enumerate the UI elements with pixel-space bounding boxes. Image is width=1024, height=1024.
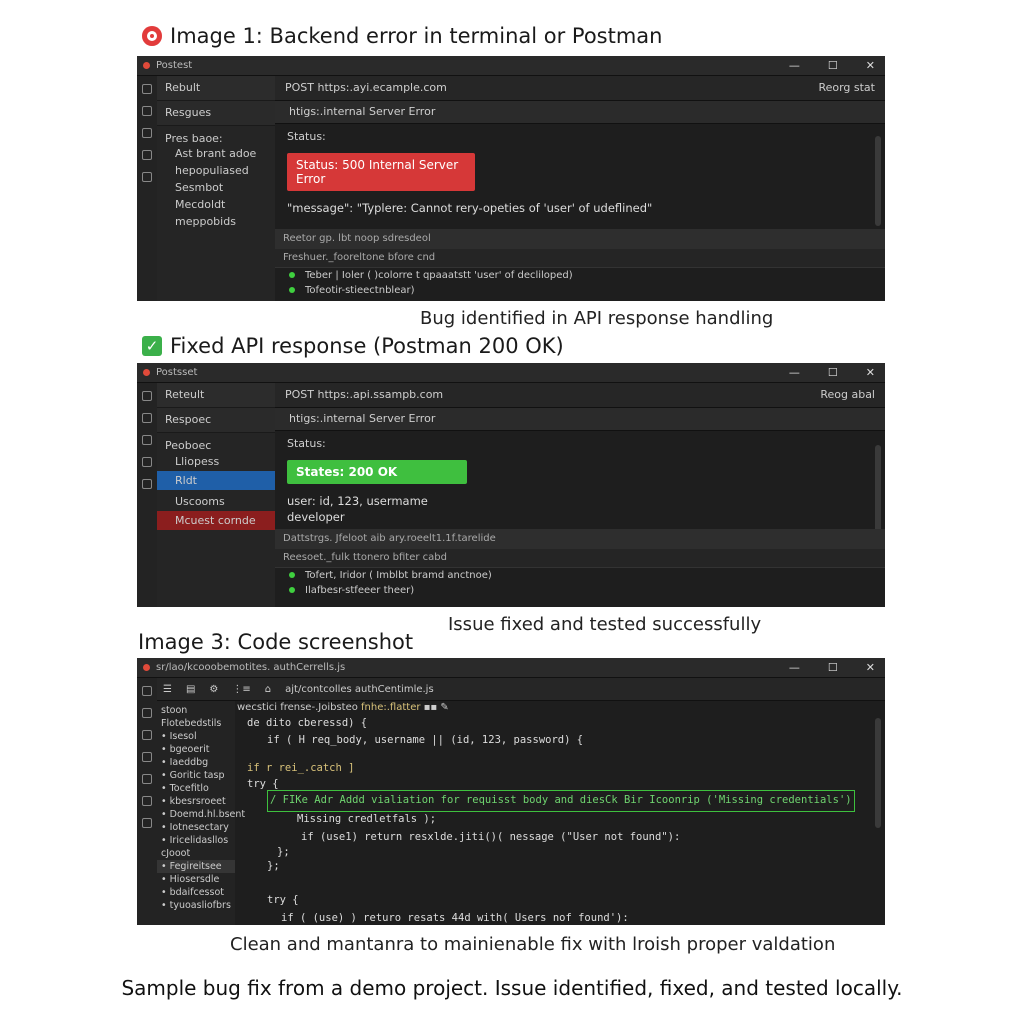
rail-icon[interactable] <box>142 752 152 762</box>
console-sub: Freshuer._fooreltone bfore cnd <box>275 249 885 268</box>
console-row-text: Teber | Ioler ( )colorre t qpaaatstt 'user' of decliloped) <box>305 270 573 281</box>
response-message-line1: user: id, 123, usermame <box>287 494 428 508</box>
sidebar-item-console[interactable]: Mcuest cornde <box>157 511 275 530</box>
code-line: if ( H req_body, username || (id, 123, password) { <box>267 734 584 746</box>
console-row <box>275 283 885 298</box>
response-panel <box>275 76 885 301</box>
code-editor-window <box>137 658 885 925</box>
image3-heading-text: Image 3: Code screenshot <box>138 630 414 654</box>
file-item[interactable]: • Hiosersdle <box>161 874 220 885</box>
activity-rail <box>137 383 157 607</box>
rail-icon[interactable] <box>142 172 152 182</box>
home-icon[interactable]: ⌂ <box>264 683 272 695</box>
console-panel <box>275 529 885 598</box>
file-item-selected[interactable]: • Fegireitsee <box>157 860 235 873</box>
titlebar <box>137 658 885 678</box>
green-dot-icon <box>289 587 295 593</box>
sidebar-tab[interactable]: Rebult <box>157 76 275 101</box>
sidebar-item-selected[interactable]: Rldt <box>157 471 275 490</box>
green-dot-icon <box>289 287 295 293</box>
scrollbar[interactable] <box>875 136 881 226</box>
url-bar[interactable] <box>275 383 885 408</box>
code-line: Missing credletfals ); <box>297 812 437 825</box>
titlebar <box>137 56 885 76</box>
sidebar-item[interactable]: Lliopess <box>175 455 220 468</box>
code-line-fix <box>237 790 871 810</box>
sidebar-item[interactable]: Uscooms <box>175 495 225 508</box>
rail-icon[interactable] <box>142 686 152 696</box>
file-item[interactable]: • Isesol <box>161 731 197 742</box>
response-panel <box>275 383 885 607</box>
console-row <box>275 268 885 283</box>
response-tab[interactable]: htigs:.internal Server Error <box>275 101 885 124</box>
file-item[interactable]: • tyuoasliofbrs <box>161 900 231 911</box>
file-item[interactable]: • Iaeddbg <box>161 757 209 768</box>
status-label: Status: <box>287 437 326 450</box>
code-editor[interactable] <box>237 701 871 925</box>
fix-highlight: / FIKe Adr Addd vialiation for requisst body and diesCk Bir Icoonrip ('Missing credentials') <box>267 790 855 812</box>
rail-icon[interactable] <box>142 730 152 740</box>
window-title: Postest <box>156 60 193 71</box>
sidebar <box>157 383 275 607</box>
maximize-icon[interactable]: ☐ <box>827 59 838 72</box>
green-dot-icon <box>289 272 295 278</box>
console-panel <box>275 229 885 298</box>
window-title: Postsset <box>156 367 198 378</box>
url-bar[interactable] <box>275 76 885 101</box>
file-item[interactable]: • kbesrsroeet <box>161 796 226 807</box>
console-row <box>275 568 885 583</box>
rail-icon[interactable] <box>142 708 152 718</box>
right-action[interactable]: Reorg stat <box>818 81 875 94</box>
image3-caption: Clean and mantanra to mainienable fix with lroish proper valdation <box>230 934 836 955</box>
close-icon[interactable]: ✕ <box>865 661 875 674</box>
sidebar-item[interactable]: Sesmbot <box>175 181 224 194</box>
rail-icon[interactable] <box>142 391 152 401</box>
rail-icon[interactable] <box>142 84 152 94</box>
requests-label[interactable]: Respoec <box>157 408 275 433</box>
footer-note: Sample bug fix from a demo project. Issue identified, fixed, and tested locally. <box>121 976 903 1000</box>
sidebar-label: Peoboec <box>165 439 212 452</box>
code-line: de dito cberessd) { <box>247 717 368 729</box>
postman-success-window <box>137 363 885 607</box>
split-icon[interactable]: ▤ <box>185 683 196 695</box>
scrollbar[interactable] <box>875 718 881 828</box>
file-item[interactable]: • bgeoerit <box>161 744 210 755</box>
image2-heading-text: Fixed API response (Postman 200 OK) <box>170 334 564 358</box>
file-item[interactable]: • bdaifcessot <box>161 887 224 898</box>
minimize-icon[interactable]: — <box>788 59 800 72</box>
image1-heading <box>142 24 663 48</box>
sidebar-item[interactable]: hepopuliased <box>175 164 249 177</box>
editor-tab-label[interactable]: wecstici frense-.Joibsteo <box>237 702 358 713</box>
status-label: Status: <box>287 130 326 143</box>
code-line: try { <box>267 894 299 906</box>
maximize-icon[interactable]: ☐ <box>827 366 838 379</box>
close-dot-icon[interactable] <box>143 369 150 376</box>
rail-icon[interactable] <box>142 150 152 160</box>
activity-rail <box>137 76 157 301</box>
right-action[interactable]: Reog abal <box>820 388 875 401</box>
sidebar-item[interactable]: meppobids <box>175 215 236 228</box>
error-circle-icon <box>142 26 162 46</box>
editor-tab[interactable]: wecstici frense-.Joibsteo fnhe:.flatter ▪▪ ✎ <box>237 702 449 713</box>
scrollbar[interactable] <box>875 445 881 535</box>
console-row-text: Ilafbesr-stfeeer theer) <box>305 585 415 596</box>
rail-icon[interactable] <box>142 818 152 828</box>
request-url[interactable]: POST https:.ayi.ecample.com <box>285 81 447 94</box>
rail-icon[interactable] <box>142 796 152 806</box>
editor-toolbar <box>137 678 885 701</box>
postman-error-window <box>137 56 885 301</box>
code-line: try { <box>247 778 279 790</box>
close-icon[interactable]: ✕ <box>865 59 875 72</box>
minimize-icon[interactable]: — <box>788 661 800 674</box>
editor-tab-file[interactable]: fnhe:.flatter <box>361 702 421 713</box>
code-line: if ( (use) ) returo resats 44d with( Users nof found'): <box>281 911 629 924</box>
file-item[interactable]: • Iricelidasllos <box>161 835 229 846</box>
sidebar-label: Pres baoe: <box>165 132 223 145</box>
file-item[interactable]: • Tocefitlo <box>161 783 209 794</box>
file-item[interactable]: cJooot <box>161 848 191 859</box>
rail-icon[interactable] <box>142 457 152 467</box>
rail-icon[interactable] <box>142 479 152 489</box>
response-message-line2: developer <box>287 510 345 524</box>
image2-caption: Issue fixed and tested successfully <box>448 614 762 635</box>
status-badge: States: 200 OK <box>287 460 467 484</box>
window-title: sr/lao/kcooobemotites. authCerrells.js <box>156 662 346 673</box>
green-dot-icon <box>289 572 295 578</box>
file-path[interactable]: ajt/contcolles authCentimle.js <box>285 683 434 695</box>
minimize-icon[interactable]: — <box>788 366 800 379</box>
rail-icon[interactable] <box>142 774 152 784</box>
file-item[interactable]: • Goritic tasp <box>161 770 225 781</box>
file-item[interactable]: stoon <box>161 705 188 716</box>
settings-icon[interactable]: ⚙ <box>209 683 219 695</box>
file-item[interactable]: Flotebedstils <box>161 718 222 729</box>
rail-icon[interactable] <box>142 106 152 116</box>
response-tab[interactable]: htigs:.internal Server Error <box>275 408 885 431</box>
sidebar <box>157 76 275 301</box>
close-dot-icon[interactable] <box>143 62 150 69</box>
sidebar-item[interactable]: Mecdoldt <box>175 198 226 211</box>
file-explorer <box>157 701 246 925</box>
status-badge: Status: 500 Internal Server Error <box>287 153 475 191</box>
rail-icon[interactable] <box>142 128 152 138</box>
titlebar <box>137 363 885 383</box>
menu-icon[interactable]: ☰ <box>163 683 172 695</box>
response-message: "message": "Typlere: Cannot rery-opeties of 'user' of udeflined" <box>287 201 653 215</box>
request-url[interactable]: POST https:.api.ssampb.com <box>285 388 444 401</box>
code-line: }; <box>277 846 290 858</box>
image1-heading-text: Image 1: Backend error in terminal or Postman <box>170 24 663 48</box>
maximize-icon[interactable]: ☐ <box>827 661 838 674</box>
console-row-text: Tofeotir-stieectnblear) <box>305 285 415 296</box>
file-item[interactable]: • Iotnesectary <box>161 822 229 833</box>
image3-heading <box>138 630 413 654</box>
list-icon[interactable]: ⋮≡ <box>232 683 251 695</box>
close-icon[interactable]: ✕ <box>865 366 875 379</box>
rail-icon[interactable] <box>142 413 152 423</box>
checkmark-icon: ✓ <box>142 336 162 356</box>
code-line: if r rei_.catch ] <box>247 761 355 774</box>
sidebar-tab[interactable]: Reteult <box>157 383 275 408</box>
code-line: }; <box>267 860 280 872</box>
code-line: if (use1) return resxlde.jiti()( nessage ("User not found"): <box>301 831 681 843</box>
console-bar[interactable]: Dattstrgs. Jfeloot aib ary.roeelt1.1f.tarelide <box>275 529 885 549</box>
close-dot-icon[interactable] <box>143 664 150 671</box>
rail-icon[interactable] <box>142 435 152 445</box>
image1-caption: Bug identified in API response handling <box>420 308 774 329</box>
image2-heading <box>142 334 564 358</box>
file-item[interactable]: • Doemd.hl.bsent <box>161 809 246 820</box>
console-row <box>275 583 885 598</box>
activity-rail <box>137 678 157 925</box>
console-bar[interactable]: Reetor gp. lbt noop sdresdeol <box>275 229 885 249</box>
requests-label[interactable]: Resgues <box>157 101 275 126</box>
console-row-text: Tofert, Iridor ( Imblbt bramd anctnoe) <box>305 570 492 581</box>
console-sub: Reesoet._fulk ttonero bfiter cabd <box>275 549 885 568</box>
sidebar-item[interactable]: Ast brant adoe <box>175 147 257 160</box>
